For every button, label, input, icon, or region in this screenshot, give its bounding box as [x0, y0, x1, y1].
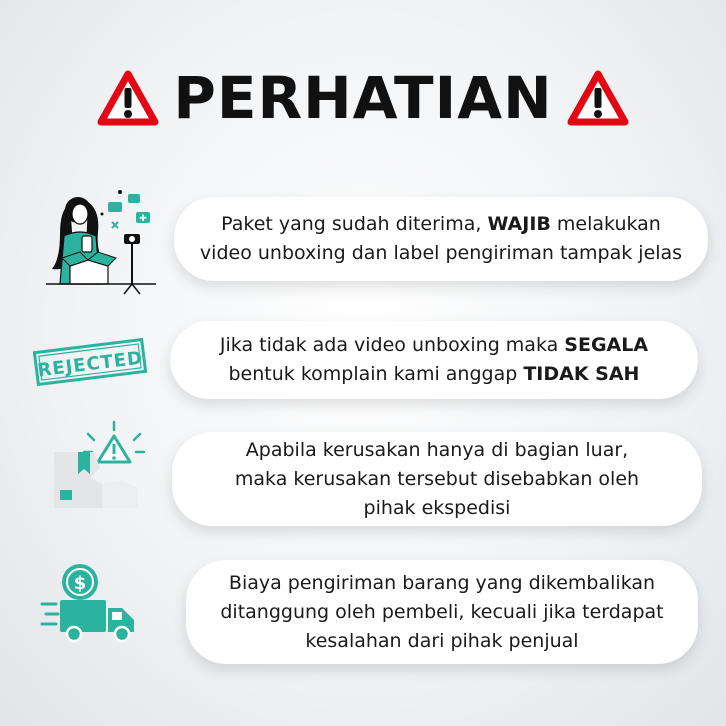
- info-text: [220, 569, 663, 656]
- info-text-line: [220, 598, 663, 627]
- info-text: [235, 436, 639, 523]
- text-segment: Paket yang sudah diterima,: [221, 213, 488, 235]
- text-segment: Biaya pengiriman barang yang dikembalikan: [228, 571, 656, 594]
- text-segment: maka kerusakan tersebut disebabkan oleh: [234, 467, 640, 490]
- info-text-line: [220, 627, 663, 656]
- info-text-line: [220, 360, 648, 389]
- emphasis-text: TIDAK SAH: [523, 363, 640, 385]
- svg-text:$: $: [73, 573, 87, 594]
- info-text-line: [235, 494, 639, 523]
- text-segment: pihak ekspedisi: [363, 496, 511, 519]
- info-text: [200, 210, 682, 268]
- info-card-damage: [172, 432, 702, 526]
- page-title: PERHATIAN: [173, 64, 553, 132]
- info-card-shipping-cost: [186, 560, 698, 664]
- text-segment: ditanggung oleh pembeli, kecuali jika terdapat: [220, 600, 664, 623]
- text-segment: bentuk komplain kami anggap: [228, 363, 524, 385]
- stamp-text: REJECTED: [36, 347, 145, 382]
- info-text-line: [220, 569, 663, 598]
- warning-triangle-icon: [97, 70, 159, 126]
- info-text-line: [200, 210, 682, 239]
- text-segment: video unboxing dan label pengiriman tampak jelas: [199, 242, 683, 264]
- info-text: [220, 331, 648, 389]
- info-text-line: [200, 239, 682, 268]
- damaged-box-warning-icon: [48, 418, 148, 514]
- emphasis-text: WAJIB: [487, 213, 551, 235]
- info-text-line: [235, 436, 639, 465]
- delivery-truck-money-icon: [40, 560, 140, 646]
- text-segment: kesalahan dari pihak penjual: [305, 629, 579, 652]
- svg-text:✚: ✚: [139, 214, 147, 224]
- text-segment: Jika tidak ada video unboxing maka: [219, 334, 565, 356]
- warning-triangle-icon: [567, 70, 629, 126]
- text-segment: Apabila kerusakan hanya di bagian luar,: [245, 438, 629, 461]
- info-text-line: [235, 465, 639, 494]
- rejected-stamp-icon: [30, 336, 150, 388]
- text-segment: melakukan: [550, 213, 661, 235]
- emphasis-text: SEGALA: [564, 334, 649, 356]
- info-card-rejected: [170, 321, 698, 399]
- info-text-line: [220, 331, 648, 360]
- header: [0, 58, 726, 138]
- info-card-unboxing: [174, 197, 708, 281]
- woman-unboxing-video-icon: [40, 184, 160, 299]
